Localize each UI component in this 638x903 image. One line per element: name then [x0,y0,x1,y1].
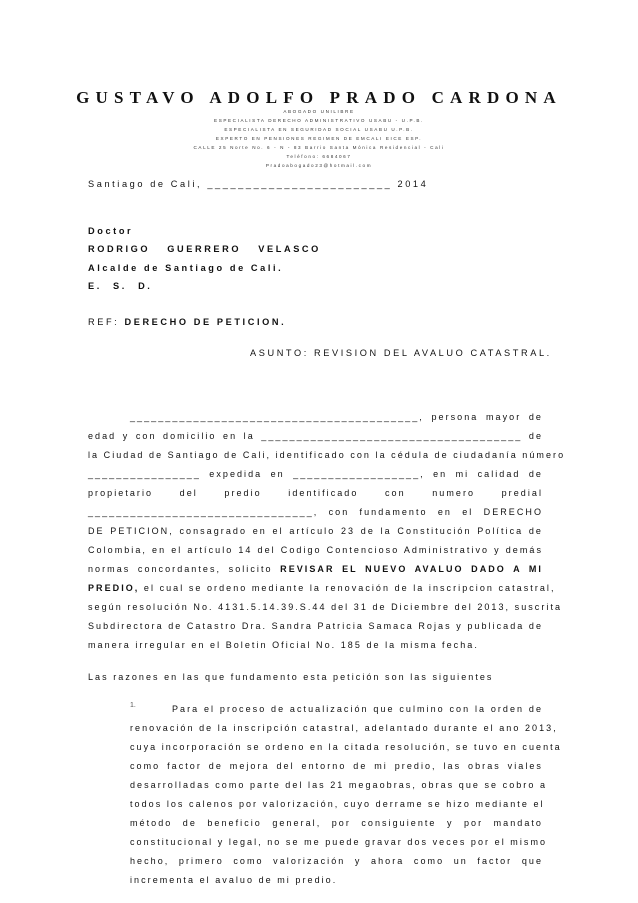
body-line-11: según resolución No. 4131.5.14.39.S.44 del 31 de Diciembre del 2013, suscrita [88,602,563,612]
letterhead-phone: Teléfono: 6684067 [286,154,352,159]
body-line-5: propietario del predio identificado con numero predial [88,488,543,498]
reason-1-line-5: desarrolladas como parte del las 21 megaobras, obras que se cobro a [130,780,548,790]
letterhead-title: ABOGADO UNILIBRE [283,109,355,114]
recipient-esd: E. S. D. [88,281,153,291]
reason-1-line-10: incrementa el avaluo de mi predio. [130,875,338,885]
ref-label: REF: [88,317,120,327]
reason-1-bullet: 1. [130,702,136,709]
letterhead-email: Pradoabogado23@hotmail.com [265,163,373,168]
subject-line: ASUNTO: REVISION DEL AVALUO CATASTRAL. [250,348,552,358]
recipient-salutation: Doctor [88,226,134,236]
body-line-12: Subdirectora de Catastro Dra. Sandra Patricia Samaca Rojas y publicada de [88,621,543,631]
letterhead-specialty-1: ESPECIALISTA DERECHO ADMINISTRATIVO USABU - U.P.B. [214,118,424,123]
reason-1-line-4: como factor de mejora del entorno de mi predio, las obras viales [130,761,543,771]
letterhead-address: CALLE 25 Norte No. 6 - N - 83 Barrio Santa Mónica Residencial - Cali [193,145,445,150]
letterhead-name: GUSTAVO ADOLFO PRADO CARDONA [76,88,562,107]
reason-1-line-1: Para el proceso de actualización que culmino con la orden de [172,704,543,714]
body-line-8: Colombia, en el artículo 14 del Codigo Contencioso Administrativo y demás [88,545,543,555]
body-request-bold: REVISAR EL NUEVO AVALUO DADO A MI [280,564,543,574]
body-predio-bold: PREDIO, [88,583,140,593]
body-line-9 [88,560,543,579]
body-line-13: manera irregular en el Boletin Oficial No. 185 de la misma fecha. [88,640,479,650]
body-request-lead: normas concordantes, solicito [88,564,273,574]
body-line-3: la Ciudad de Santiago de Cali, identificado con la cédula de ciudadanía número [88,450,566,460]
ref-line [88,317,286,327]
body-line-2: edad y con domicilio en la _____________________________________ de [88,431,543,441]
body-line-1: _________________________________________, persona mayor de [130,412,543,422]
reason-1-line-2: renovación de la inscripción catastral, adelantado durante el ano 2013, [130,723,558,733]
date-line: Santiago de Cali, ________________________ 2014 [88,179,429,189]
letterhead-expert: EXPERTO EN PENSIONES REGIMEN DE EMCALI EICE ESP. [215,136,423,141]
reasons-intro: Las razones en las que fundamento esta petición son las siguientes [88,672,494,682]
letterhead-specialty-2: ESPECIALISTA EN SEGURIDAD SOCIAL USABU U.P.B. [224,127,414,132]
reason-1-line-7: método de beneficio general, por consiguiente y por mandato [130,818,543,828]
body-line-4: ________________ expedida en __________________, en mi calidad de [88,469,543,479]
body-line-10 [88,579,556,598]
body-line-10-rest: el cual se ordeno mediante la renovación de la inscripcion catastral, [143,583,556,593]
reason-1-line-6: todos los calenos por valorización, cuyo derrame se hizo mediante el [130,799,545,809]
ref-value: DERECHO DE PETICION. [124,317,287,327]
reason-1-line-9: hecho, primero como valorización y ahora como un factor que [130,856,543,866]
recipient-position: Alcalde de Santiago de Cali. [88,263,284,273]
body-line-7: DE PETICION, consagrado en el artículo 23 de la Constitución Política de [88,526,543,536]
body-line-6: ________________________________, con fundamento en el DERECHO [88,507,543,517]
reason-1-line-3: cuya incorporación se ordeno en la citada resolución, se tuvo en cuenta [130,742,562,752]
recipient-name: RODRIGO GUERRERO VELASCO [88,244,321,254]
reason-1-line-8: constitucional y legal, no se me puede gravar dos veces por el mismo [130,837,548,847]
